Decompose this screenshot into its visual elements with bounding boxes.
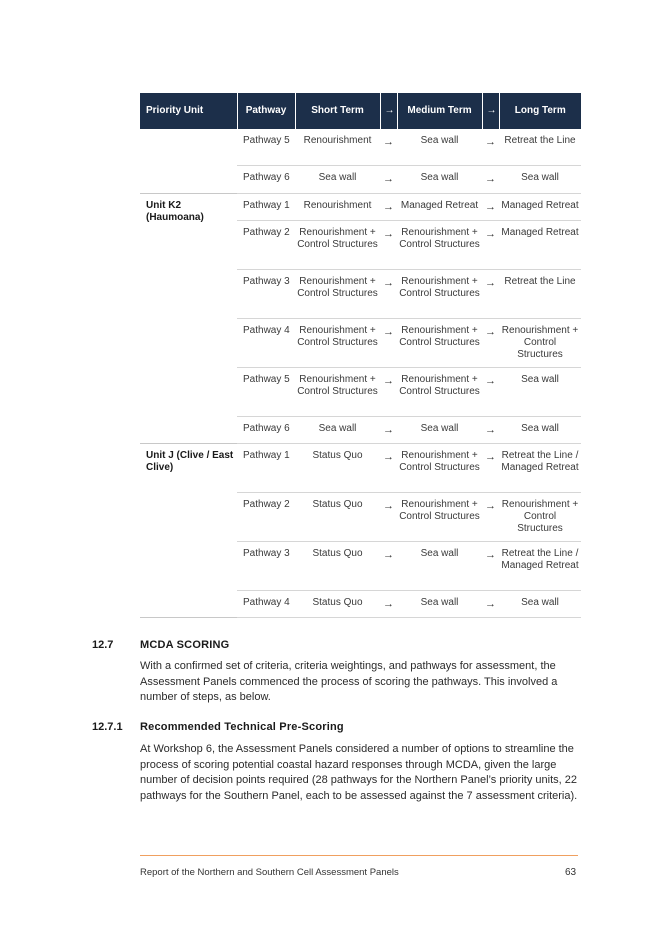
arrow-icon: → (380, 269, 397, 318)
subsection-number: 12.7.1 (92, 721, 123, 733)
pathway-cell: Pathway 6 (237, 165, 295, 193)
short-term-cell: Status Quo (295, 541, 380, 590)
section-paragraph: With a confirmed set of criteria, criteria weightings, and pathways for assessment, the Assessment Panels commenced the process of scoring the pathways. This involved a number of steps, as below. (140, 660, 558, 703)
arrow-icon: → (482, 269, 499, 318)
short-term-cell: Renourishment + Control Structures (295, 318, 380, 367)
footer-divider (140, 855, 578, 856)
long-term-cell: Retreat the Line / Managed Retreat (499, 541, 581, 590)
pathways-table-container (140, 93, 581, 618)
long-term-cell: Managed Retreat (499, 193, 581, 220)
arrow-icon: → (380, 590, 397, 617)
short-term-cell: Status Quo (295, 590, 380, 617)
long-term-cell: Sea wall (499, 367, 581, 416)
arrow-icon: → (380, 443, 397, 492)
table-row (140, 443, 581, 492)
priority-unit-cell (140, 129, 237, 193)
footer-report-title: Report of the Northern and Southern Cell Assessment Panels (140, 867, 399, 878)
header-arrow-icon: → (482, 93, 499, 129)
pathway-cell: Pathway 4 (237, 590, 295, 617)
priority-unit-cell: Unit K2 (Haumoana) (140, 193, 237, 443)
header-short-term: Short Term (295, 93, 380, 129)
short-term-cell: Renourishment (295, 129, 380, 165)
short-term-cell: Sea wall (295, 416, 380, 443)
pathway-cell: Pathway 1 (237, 193, 295, 220)
table-header-row (140, 93, 581, 129)
medium-term-cell: Renourishment + Control Structures (397, 492, 482, 541)
pathway-cell: Pathway 5 (237, 129, 295, 165)
table-row (140, 193, 581, 220)
medium-term-cell: Sea wall (397, 541, 482, 590)
arrow-icon: → (482, 220, 499, 269)
arrow-icon: → (380, 367, 397, 416)
medium-term-cell: Renourishment + Control Structures (397, 269, 482, 318)
pathway-cell: Pathway 3 (237, 269, 295, 318)
arrow-icon: → (380, 220, 397, 269)
arrow-icon: → (380, 129, 397, 165)
header-medium-term: Medium Term (397, 93, 482, 129)
arrow-icon: → (482, 541, 499, 590)
pathway-cell: Pathway 5 (237, 367, 295, 416)
long-term-cell: Managed Retreat (499, 220, 581, 269)
arrow-icon: → (380, 318, 397, 367)
short-term-cell: Sea wall (295, 165, 380, 193)
arrow-icon: → (482, 416, 499, 443)
medium-term-cell: Renourishment + Control Structures (397, 367, 482, 416)
arrow-icon: → (482, 492, 499, 541)
table-row (140, 129, 581, 165)
long-term-cell: Renourishment + Control Structures (499, 492, 581, 541)
header-priority-unit: Priority Unit (140, 93, 237, 129)
short-term-cell: Renourishment + Control Structures (295, 367, 380, 416)
medium-term-cell: Renourishment + Control Structures (397, 443, 482, 492)
long-term-cell: Sea wall (499, 165, 581, 193)
arrow-icon: → (380, 541, 397, 590)
arrow-icon: → (482, 165, 499, 193)
pathway-cell: Pathway 6 (237, 416, 295, 443)
header-long-term: Long Term (499, 93, 581, 129)
arrow-icon: → (380, 165, 397, 193)
footer-page-number: 63 (565, 867, 577, 878)
medium-term-cell: Sea wall (397, 165, 482, 193)
short-term-cell: Status Quo (295, 443, 380, 492)
subsection-paragraph: At Workshop 6, the Assessment Panels considered a number of options to streamline the process of scoring potential coastal hazard responses through MCDA, given the large number of decision points required (28 pathways for the Northern Panel’s priority units, 22 pathways for the Southern Panel, each to be assessed against the 7 assessment criteria). (140, 743, 578, 802)
header-pathway: Pathway (237, 93, 295, 129)
long-term-cell: Retreat the Line / Managed Retreat (499, 443, 581, 492)
short-term-cell: Renourishment + Control Structures (295, 269, 380, 318)
medium-term-cell: Renourishment + Control Structures (397, 220, 482, 269)
arrow-icon: → (482, 193, 499, 220)
section-number: 12.7 (92, 639, 114, 651)
priority-unit-cell: Unit J (Clive / East Clive) (140, 443, 237, 617)
section-title: MCDA SCORING (140, 639, 230, 651)
arrow-icon: → (482, 318, 499, 367)
long-term-cell: Sea wall (499, 590, 581, 617)
arrow-icon: → (482, 590, 499, 617)
pathway-cell: Pathway 2 (237, 220, 295, 269)
medium-term-cell: Sea wall (397, 590, 482, 617)
header-arrow-icon: → (380, 93, 397, 129)
short-term-cell: Status Quo (295, 492, 380, 541)
long-term-cell: Retreat the Line (499, 129, 581, 165)
arrow-icon: → (482, 129, 499, 165)
long-term-cell: Renourishment + Control Structures (499, 318, 581, 367)
short-term-cell: Renourishment (295, 193, 380, 220)
arrow-icon: → (482, 367, 499, 416)
medium-term-cell: Sea wall (397, 129, 482, 165)
subsection-title: Recommended Technical Pre-Scoring (140, 721, 344, 733)
medium-term-cell: Renourishment + Control Structures (397, 318, 482, 367)
arrow-icon: → (380, 416, 397, 443)
pathway-cell: Pathway 4 (237, 318, 295, 367)
arrow-icon: → (380, 193, 397, 220)
long-term-cell: Sea wall (499, 416, 581, 443)
pathways-table (140, 93, 581, 618)
arrow-icon: → (482, 443, 499, 492)
short-term-cell: Renourishment + Control Structures (295, 220, 380, 269)
medium-term-cell: Managed Retreat (397, 193, 482, 220)
pathway-cell: Pathway 2 (237, 492, 295, 541)
medium-term-cell: Sea wall (397, 416, 482, 443)
arrow-icon: → (380, 492, 397, 541)
pathway-cell: Pathway 1 (237, 443, 295, 492)
long-term-cell: Retreat the Line (499, 269, 581, 318)
pathway-cell: Pathway 3 (237, 541, 295, 590)
